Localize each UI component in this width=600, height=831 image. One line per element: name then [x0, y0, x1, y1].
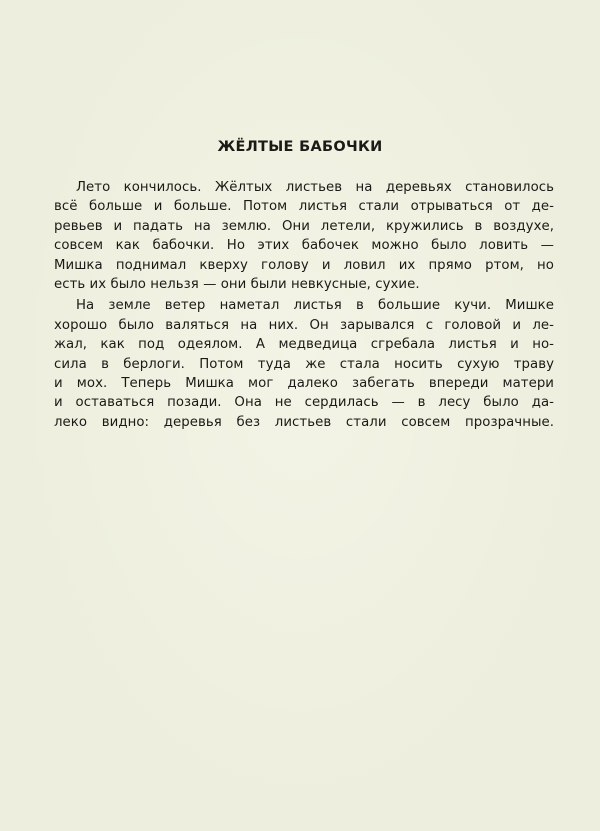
text-line: сила в берлоги. Потом туда же стала носить сухую траву: [54, 356, 554, 372]
text-line: леко видно: деревья без листьев стали совсем прозрачные.: [54, 414, 554, 430]
text-line: Мишка поднимал кверху голову и ловил их прямо ртом, но: [54, 257, 554, 273]
text-line: На земле ветер наметал листья в большие кучи. Мишке: [76, 298, 554, 314]
text-line: жал, как под одеялом. А медведица сгребала листья и но-: [54, 337, 554, 353]
text-line: есть их было нельзя — они были невкусные, сухие.: [54, 276, 420, 292]
text-line: совсем как бабочки. Но этих бабочек можно было ловить —: [54, 238, 554, 254]
text-line: хорошо было валяться на них. Он зарывался с головой и ле-: [54, 317, 554, 333]
text-line: всё больше и больше. Потом листья стали отрываться от де-: [54, 199, 554, 215]
paragraph-2: [54, 296, 554, 432]
text-line: и мох. Теперь Мишка мог далеко забегать впереди матери: [54, 375, 554, 391]
text-line: Лето кончилось. Жёлтых листьев на деревьях становилось: [76, 180, 554, 195]
chapter-text: [54, 178, 554, 432]
text-line: ревьев и падать на землю. Они летели, кружились в воздухе,: [54, 218, 554, 234]
chapter-title: ЖЁЛТЫЕ БАБОЧКИ: [217, 139, 383, 155]
paragraph-1: [54, 178, 554, 294]
text-line: и оставаться позади. Она не сердилась — в лесу было да-: [54, 395, 554, 411]
